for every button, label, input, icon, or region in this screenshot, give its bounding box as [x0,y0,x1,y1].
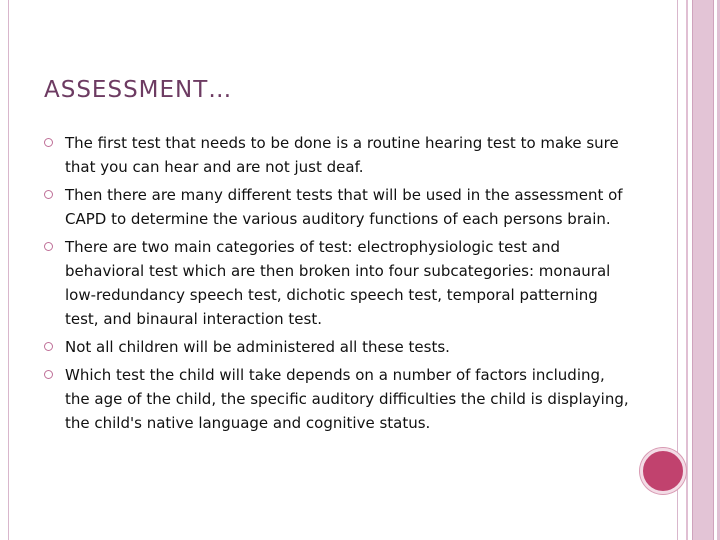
decorative-circle-icon [640,448,686,494]
list-item [44,131,634,179]
list-item [44,363,634,435]
decorative-stripe [692,0,714,540]
bullet-text: Then there are many different tests that will be used in the assessment of CAPD to determine the various auditory functions of each persons brain. [65,186,623,228]
list-item [44,335,634,359]
bullet-icon [44,242,53,251]
decorative-stripe [686,0,688,540]
bullet-text: Not all children will be administered all these tests. [65,338,450,356]
list-item [44,183,634,231]
bullet-text: Which test the child will take depends on a number of factors including, the age of the child, the specific auditory difficulties the child is displaying, the child's native language and cognitive status. [65,366,629,432]
bullet-text: The first test that needs to be done is a routine hearing test to make sure that you can hear and are not just deaf. [65,134,619,176]
list-item [44,235,634,331]
bullet-icon [44,138,53,147]
bullet-icon [44,342,53,351]
slide-title: ASSESSMENT… [44,77,233,103]
bullet-icon [44,370,53,379]
bullet-text: There are two main categories of test: electrophysiologic test and behavioral test which are then broken into four subcategories: monaural low-redundancy speech test, dichotic speech test, temporal patterning test, and binaural interaction test. [65,238,611,328]
bullet-icon [44,190,53,199]
bullet-list [44,131,634,439]
